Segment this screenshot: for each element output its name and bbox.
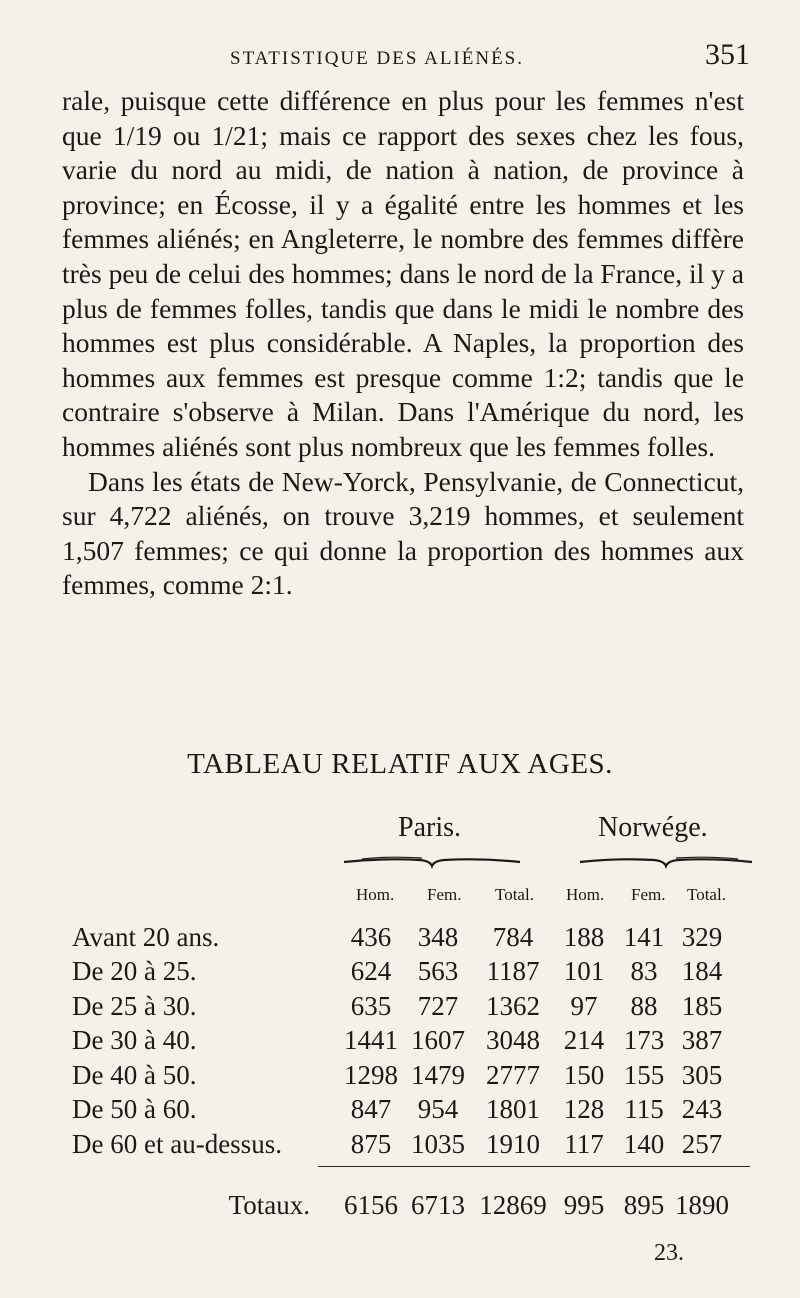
cell: 1607: [411, 1025, 465, 1056]
cell: 1187: [486, 956, 540, 987]
cell: 847: [350, 1094, 392, 1125]
cell: 117: [564, 1128, 604, 1159]
running-head-title: STATISTIQUE DES ALIÉNÉS.: [230, 48, 524, 69]
cell: 1298: [344, 1059, 398, 1090]
totals-rule: [318, 1166, 750, 1167]
table-row: [72, 1127, 732, 1162]
cell: 173: [623, 1025, 665, 1056]
row-label: De 50 à 60.: [72, 1094, 197, 1125]
row-label: De 60 et au-dessus.: [72, 1128, 282, 1159]
table-title: TABLEAU RELATIF AUX AGES.: [187, 748, 613, 780]
cell: 184: [681, 956, 723, 987]
brace-norway: [578, 848, 754, 872]
cell: 387: [681, 1025, 723, 1056]
cell: 3048: [486, 1025, 540, 1056]
cell: 188: [563, 921, 605, 952]
col-header: Hom.: [566, 885, 605, 904]
paragraph: rale, puisque cette différence en plus pour les femmes n'est que 1/19 ou 1/21; mais ce rapport des sexes chez les fous, varie du nord au midi, de nation à nation, de province à province; en Écosse, il y a égalité entre les hommes et les femmes aliénés; en Angleterre, le nombre des femmes diffère très peu de celui des hommes; dans le nord de la France, il y a plus de femmes folles, tandis que dans le midi le nombre des hommes est plus considérable. A Naples, la proportion des hommes aux femmes est presque comme 1:2; tandis que le contraire s'observe à Milan. Dans l'Amérique du nord, les hommes aliénés sont plus nombreux que les femmes folles.: [62, 85, 744, 462]
cell: 1479: [411, 1059, 465, 1090]
cell: 563: [417, 956, 459, 987]
col-header: Total.: [687, 885, 726, 904]
cell: 875: [350, 1128, 392, 1159]
cell: 150: [563, 1059, 605, 1090]
cell: 784: [492, 921, 534, 952]
cell: 141: [623, 921, 665, 952]
total-cell: 6156: [344, 1190, 398, 1220]
total-cell: 1890: [675, 1190, 729, 1220]
total-cell: 6713: [411, 1190, 465, 1220]
cell: 101: [563, 956, 605, 987]
cell: 1035: [411, 1128, 465, 1159]
group-header-paris: Paris.: [398, 812, 461, 843]
table-row: [72, 1024, 732, 1059]
group-header-norway: Norwége.: [598, 812, 708, 843]
cell: 155: [623, 1059, 665, 1090]
total-cell: 895: [623, 1190, 665, 1220]
cell: 140: [623, 1128, 665, 1159]
running-head: [60, 38, 750, 72]
row-label: De 20 à 25.: [72, 956, 197, 987]
totals-label: Totaux.: [228, 1190, 310, 1220]
cell: 83: [630, 956, 658, 987]
table-row: [72, 1093, 732, 1128]
cell: 1910: [486, 1128, 540, 1159]
cell: 128: [563, 1094, 605, 1125]
cell: 1362: [486, 990, 540, 1021]
table-row: [72, 1058, 732, 1093]
col-header: Fem.: [427, 885, 462, 904]
row-label: De 30 à 40.: [72, 1025, 197, 1056]
cell: 214: [563, 1025, 605, 1056]
totals-row: [72, 1190, 732, 1221]
row-label: De 40 à 50.: [72, 1059, 197, 1090]
age-table: [72, 920, 732, 1162]
cell: 88: [630, 990, 658, 1021]
cell: 243: [681, 1094, 723, 1125]
cell: 954: [417, 1094, 459, 1125]
cell: 1801: [486, 1094, 540, 1125]
cell: 624: [350, 956, 392, 987]
cell: 185: [681, 990, 723, 1021]
cell: 305: [681, 1059, 723, 1090]
cell: 635: [350, 990, 392, 1021]
page-number: 351: [705, 38, 750, 71]
brace-paris: [342, 848, 522, 872]
body-text: [62, 84, 744, 603]
cell: 727: [417, 990, 459, 1021]
table-row: [72, 955, 732, 990]
cell: 436: [350, 921, 392, 952]
table-row: [72, 920, 732, 955]
cell: 348: [417, 921, 459, 952]
table-row: [72, 989, 732, 1024]
cell: 257: [681, 1128, 723, 1159]
col-header: Fem.: [631, 885, 666, 904]
col-header: Total.: [495, 885, 534, 904]
cell: 2777: [486, 1059, 540, 1090]
row-label: Avant 20 ans.: [72, 921, 220, 952]
paragraph: Dans les états de New-Yorck, Pensylvanie, de Connecticut, sur 4,722 aliénés, on trouve 3,219 hommes, et seulement 1,507 femmes; ce qui donne la proportion des hommes aux femmes, comme 2:1.: [62, 465, 744, 601]
total-cell: 995: [563, 1190, 605, 1220]
cell: 1441: [344, 1025, 398, 1056]
row-label: De 25 à 30.: [72, 990, 197, 1021]
cell: 97: [570, 990, 598, 1021]
cell: 329: [681, 921, 723, 952]
signature-mark: 23.: [654, 1240, 684, 1266]
total-cell: 12869: [479, 1190, 547, 1220]
col-header: Hom.: [356, 885, 395, 904]
cell: 115: [624, 1094, 664, 1125]
